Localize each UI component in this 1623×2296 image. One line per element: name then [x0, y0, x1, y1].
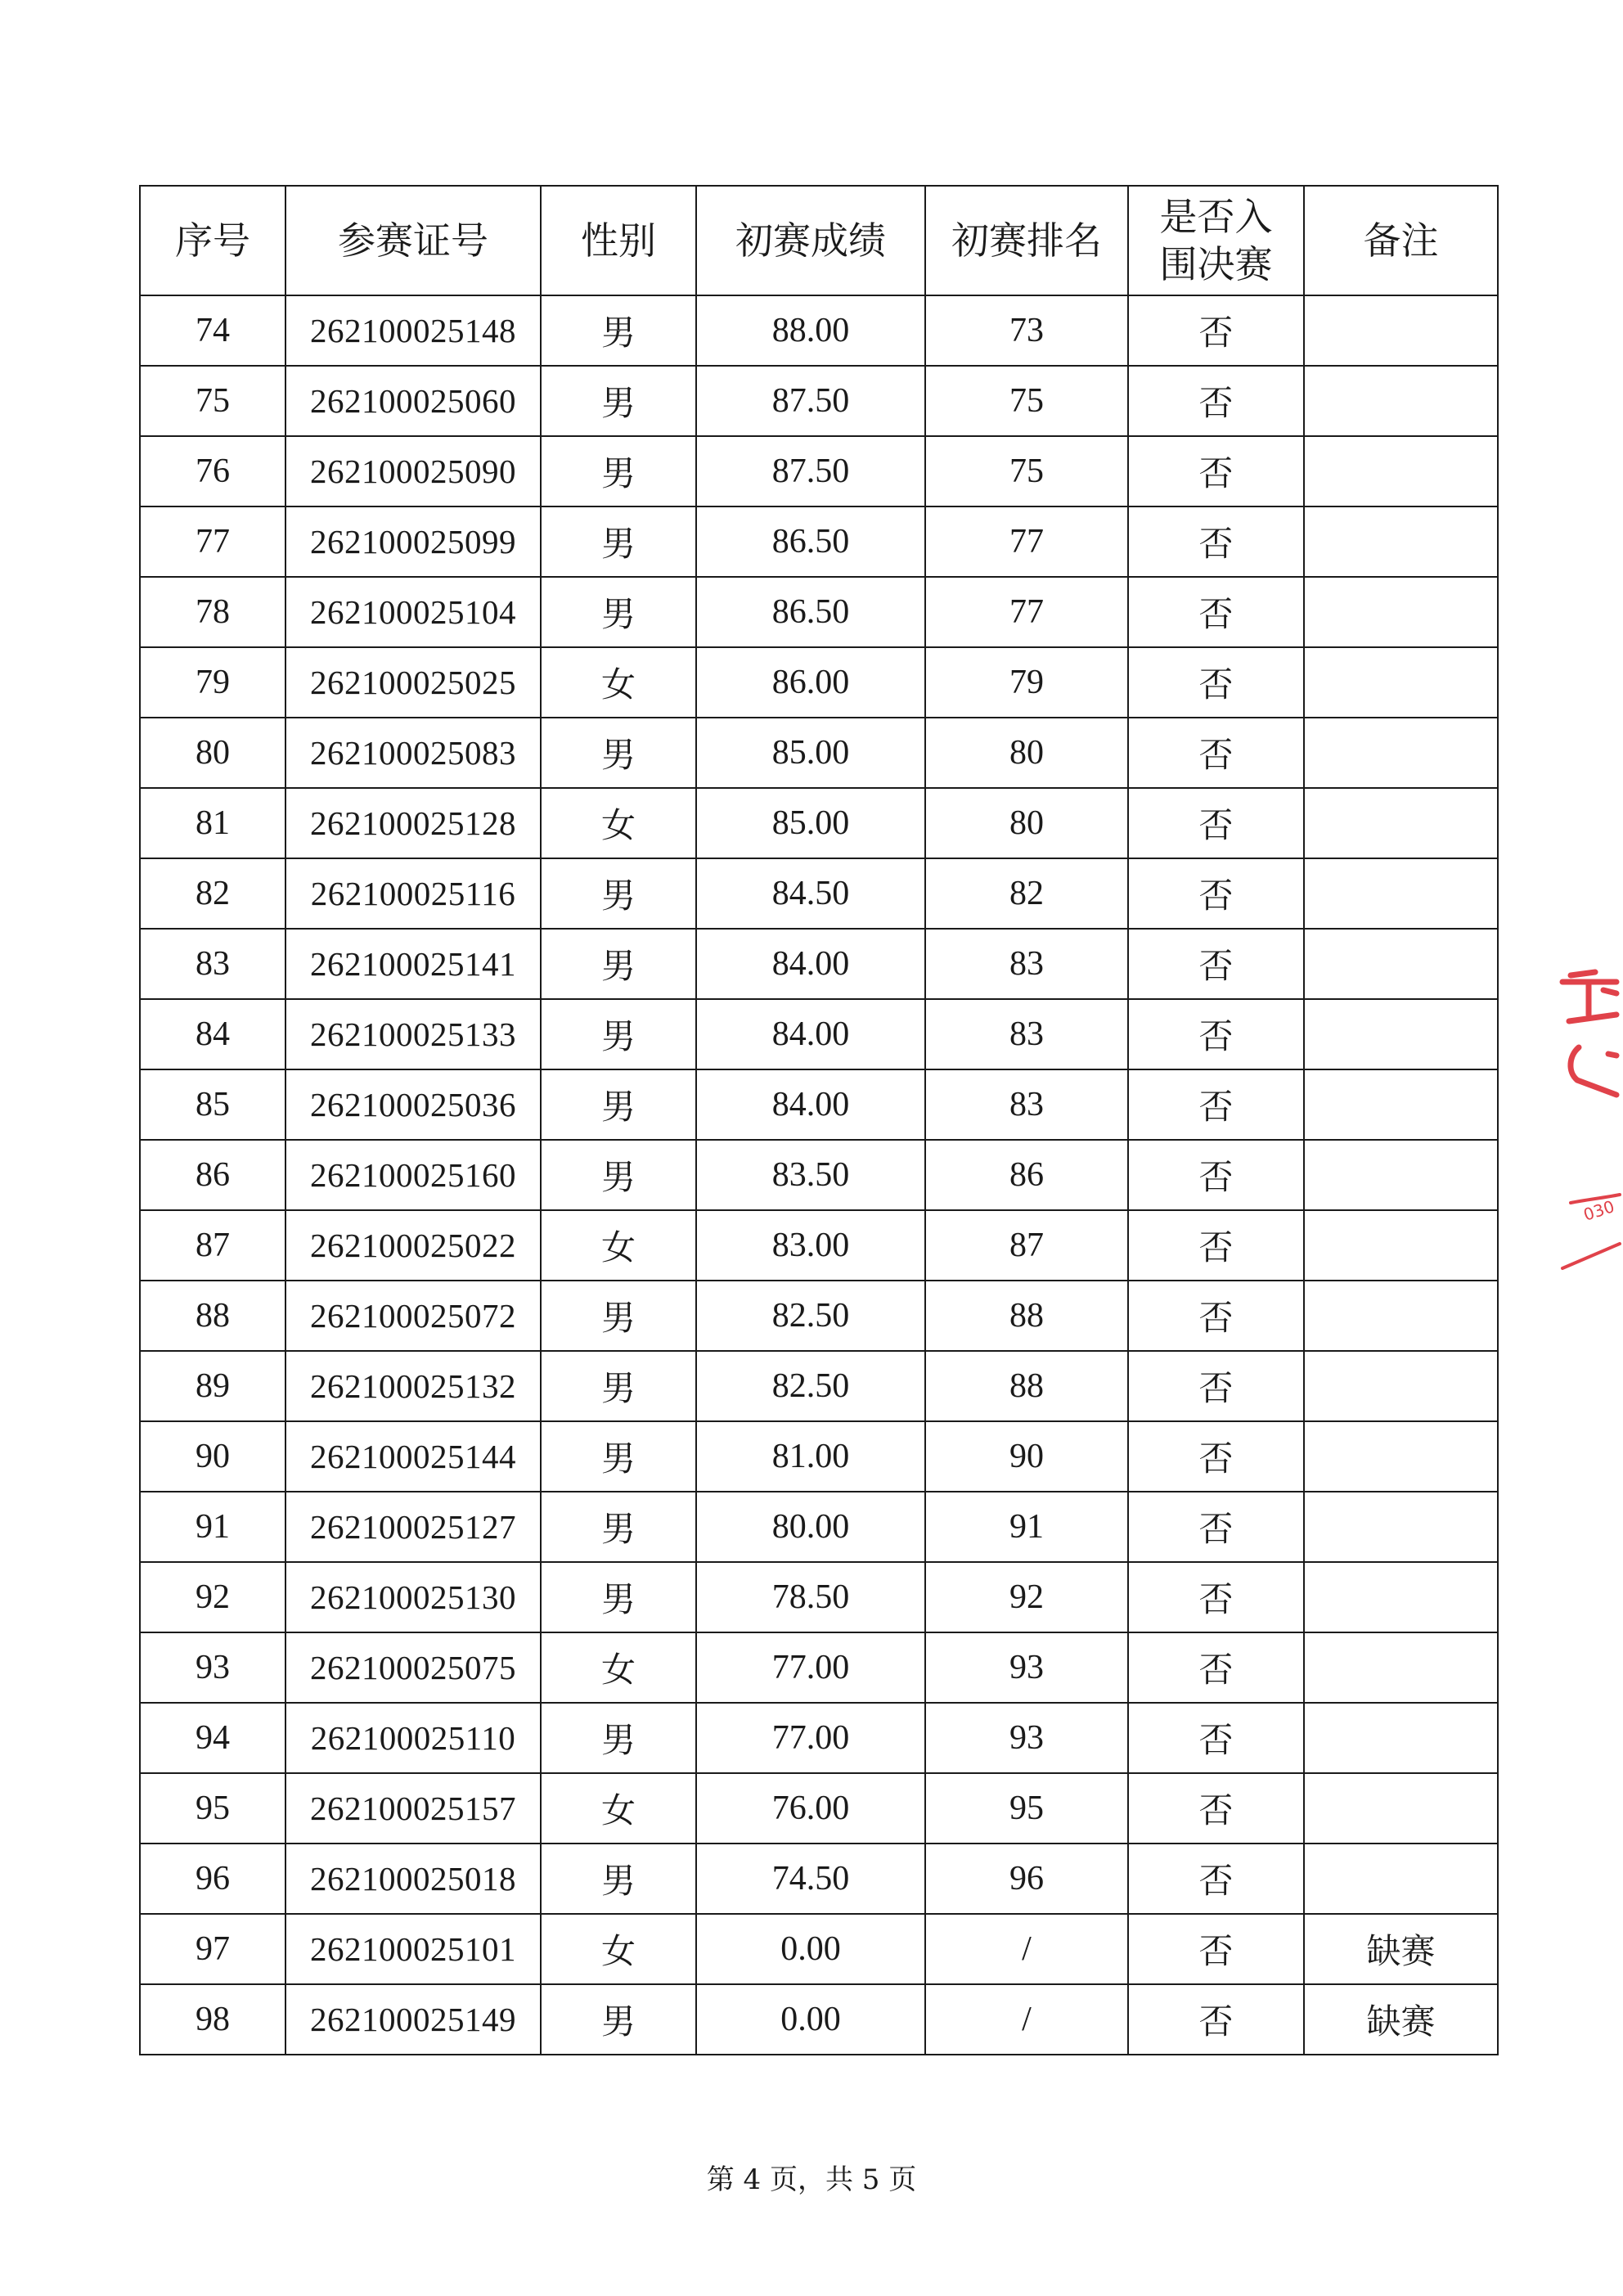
prelim-rank-cell: 80	[925, 718, 1128, 788]
prelim-score-cell: 77.00	[696, 1703, 925, 1773]
entry-number-cell: 262100025149	[285, 1984, 541, 2055]
entry-number-cell: 262100025157	[285, 1773, 541, 1844]
table-row	[140, 1069, 1498, 1140]
row-index-cell: 76	[140, 436, 285, 506]
prelim-rank-cell: 73	[925, 295, 1128, 366]
prelim-score-cell: 0.00	[696, 1914, 925, 1984]
remarks-cell	[1304, 1210, 1498, 1281]
finalist-status-cell: 否	[1128, 577, 1304, 647]
row-index-cell: 95	[140, 1773, 285, 1844]
row-index-cell: 78	[140, 577, 285, 647]
entry-number-cell: 262100025132	[285, 1351, 541, 1421]
entry-number-cell: 262100025110	[285, 1703, 541, 1773]
finalist-status-cell: 否	[1128, 1914, 1304, 1984]
prelim-rank-cell: 86	[925, 1140, 1128, 1210]
row-index-cell: 91	[140, 1492, 285, 1562]
prelim-score-cell: 86.00	[696, 647, 925, 718]
finalist-status-cell: 否	[1128, 1140, 1304, 1210]
table-row	[140, 1210, 1498, 1281]
remarks-cell	[1304, 647, 1498, 718]
gender-cell: 男	[541, 1281, 696, 1351]
prelim-score-cell: 85.00	[696, 788, 925, 858]
finalist-status-cell: 否	[1128, 1984, 1304, 2055]
prelim-rank-cell: 92	[925, 1562, 1128, 1632]
prelim-score-cell: 83.00	[696, 1210, 925, 1281]
remarks-cell	[1304, 1773, 1498, 1844]
remarks-cell: 缺赛	[1304, 1914, 1498, 1984]
prelim-score-cell: 84.00	[696, 1069, 925, 1140]
remarks-cell: 缺赛	[1304, 1984, 1498, 2055]
table-row	[140, 1703, 1498, 1773]
finalist-status-cell: 否	[1128, 1492, 1304, 1562]
finalist-status-cell: 否	[1128, 1773, 1304, 1844]
remarks-cell	[1304, 295, 1498, 366]
prelim-rank-cell: 79	[925, 647, 1128, 718]
row-index-cell: 88	[140, 1281, 285, 1351]
row-index-cell: 80	[140, 718, 285, 788]
prelim-rank-cell: 95	[925, 1773, 1128, 1844]
entry-number-cell: 262100025072	[285, 1281, 541, 1351]
gender-cell: 男	[541, 1140, 696, 1210]
finalist-status-cell: 否	[1128, 295, 1304, 366]
remarks-cell	[1304, 366, 1498, 436]
remarks-cell	[1304, 1844, 1498, 1914]
header-prelim-score: 初赛成绩	[696, 186, 925, 295]
prelim-score-cell: 82.50	[696, 1281, 925, 1351]
entry-number-cell: 262100025099	[285, 506, 541, 577]
prelim-rank-cell: /	[925, 1914, 1128, 1984]
header-index: 序号	[140, 186, 285, 295]
row-index-cell: 81	[140, 788, 285, 858]
finalist-status-cell: 否	[1128, 929, 1304, 999]
finalist-status-cell: 否	[1128, 506, 1304, 577]
prelim-score-cell: 80.00	[696, 1492, 925, 1562]
header-finalist: 是否入围决赛	[1128, 186, 1304, 295]
finalist-status-cell: 否	[1128, 647, 1304, 718]
gender-cell: 男	[541, 858, 696, 929]
entry-number-cell: 262100025128	[285, 788, 541, 858]
prelim-score-cell: 88.00	[696, 295, 925, 366]
table-body	[140, 295, 1498, 2055]
remarks-cell	[1304, 1281, 1498, 1351]
gender-cell: 男	[541, 1421, 696, 1492]
entry-number-cell: 262100025130	[285, 1562, 541, 1632]
table-row	[140, 1421, 1498, 1492]
finalist-status-cell: 否	[1128, 1632, 1304, 1703]
remarks-cell	[1304, 1632, 1498, 1703]
row-index-cell: 85	[140, 1069, 285, 1140]
entry-number-cell: 262100025127	[285, 1492, 541, 1562]
header-remarks: 备注	[1304, 186, 1498, 295]
row-index-cell: 74	[140, 295, 285, 366]
gender-cell: 男	[541, 577, 696, 647]
prelim-score-cell: 81.00	[696, 1421, 925, 1492]
prelim-rank-cell: 75	[925, 436, 1128, 506]
gender-cell: 男	[541, 506, 696, 577]
prelim-rank-cell: 75	[925, 366, 1128, 436]
table-row	[140, 577, 1498, 647]
prelim-rank-cell: 91	[925, 1492, 1128, 1562]
gender-cell: 男	[541, 1069, 696, 1140]
prelim-score-cell: 86.50	[696, 506, 925, 577]
results-table	[139, 185, 1499, 2055]
gender-cell: 男	[541, 295, 696, 366]
row-index-cell: 97	[140, 1914, 285, 1984]
header-gender: 性别	[541, 186, 696, 295]
remarks-cell	[1304, 436, 1498, 506]
prelim-rank-cell: 83	[925, 1069, 1128, 1140]
remarks-cell	[1304, 577, 1498, 647]
finalist-status-cell: 否	[1128, 1210, 1304, 1281]
prelim-rank-cell: 96	[925, 1844, 1128, 1914]
prelim-rank-cell: 88	[925, 1281, 1128, 1351]
remarks-cell	[1304, 1351, 1498, 1421]
gender-cell: 男	[541, 718, 696, 788]
entry-number-cell: 262100025025	[285, 647, 541, 718]
row-index-cell: 79	[140, 647, 285, 718]
remarks-cell	[1304, 1140, 1498, 1210]
table-header-row	[140, 186, 1498, 295]
gender-cell: 男	[541, 1562, 696, 1632]
gender-cell: 男	[541, 1351, 696, 1421]
table-row	[140, 1562, 1498, 1632]
gender-cell: 女	[541, 647, 696, 718]
prelim-score-cell: 84.00	[696, 929, 925, 999]
entry-number-cell: 262100025036	[285, 1069, 541, 1140]
prelim-rank-cell: 77	[925, 506, 1128, 577]
row-index-cell: 86	[140, 1140, 285, 1210]
finalist-status-cell: 否	[1128, 1562, 1304, 1632]
row-index-cell: 93	[140, 1632, 285, 1703]
row-index-cell: 96	[140, 1844, 285, 1914]
finalist-status-cell: 否	[1128, 436, 1304, 506]
prelim-score-cell: 86.50	[696, 577, 925, 647]
table-row	[140, 1844, 1498, 1914]
entry-number-cell: 262100025144	[285, 1421, 541, 1492]
table-row	[140, 788, 1498, 858]
prelim-rank-cell: 83	[925, 999, 1128, 1069]
prelim-rank-cell: 80	[925, 788, 1128, 858]
prelim-score-cell: 77.00	[696, 1632, 925, 1703]
prelim-rank-cell: 82	[925, 858, 1128, 929]
table-row	[140, 506, 1498, 577]
table-row	[140, 718, 1498, 788]
prelim-score-cell: 78.50	[696, 1562, 925, 1632]
prelim-rank-cell: 83	[925, 929, 1128, 999]
row-index-cell: 77	[140, 506, 285, 577]
finalist-status-cell: 否	[1128, 1069, 1304, 1140]
row-index-cell: 94	[140, 1703, 285, 1773]
prelim-score-cell: 84.50	[696, 858, 925, 929]
gender-cell: 男	[541, 999, 696, 1069]
table-row	[140, 1632, 1498, 1703]
entry-number-cell: 262100025116	[285, 858, 541, 929]
entry-number-cell: 262100025104	[285, 577, 541, 647]
svg-text:030: 030	[1580, 1196, 1617, 1225]
prelim-score-cell: 84.00	[696, 999, 925, 1069]
row-index-cell: 84	[140, 999, 285, 1069]
remarks-cell	[1304, 788, 1498, 858]
prelim-score-cell: 82.50	[696, 1351, 925, 1421]
entry-number-cell: 262100025160	[285, 1140, 541, 1210]
finalist-status-cell: 否	[1128, 1844, 1304, 1914]
prelim-rank-cell: 77	[925, 577, 1128, 647]
table-row	[140, 295, 1498, 366]
gender-cell: 女	[541, 1773, 696, 1844]
page-footer: 第 4 页，共 5 页	[706, 2163, 917, 2196]
table-row	[140, 999, 1498, 1069]
gender-cell: 男	[541, 929, 696, 999]
gender-cell: 男	[541, 366, 696, 436]
finalist-status-cell: 否	[1128, 1703, 1304, 1773]
remarks-cell	[1304, 1703, 1498, 1773]
prelim-score-cell: 87.50	[696, 366, 925, 436]
prelim-rank-cell: /	[925, 1984, 1128, 2055]
remarks-cell	[1304, 506, 1498, 577]
prelim-score-cell: 0.00	[696, 1984, 925, 2055]
prelim-rank-cell: 87	[925, 1210, 1128, 1281]
prelim-rank-cell: 93	[925, 1632, 1128, 1703]
table-row	[140, 1773, 1498, 1844]
table-row	[140, 1351, 1498, 1421]
finalist-status-cell: 否	[1128, 858, 1304, 929]
table-row	[140, 1914, 1498, 1984]
finalist-status-cell: 否	[1128, 1421, 1304, 1492]
row-index-cell: 82	[140, 858, 285, 929]
remarks-cell	[1304, 929, 1498, 999]
entry-number-cell: 262100025148	[285, 295, 541, 366]
row-index-cell: 98	[140, 1984, 285, 2055]
finalist-status-cell: 否	[1128, 718, 1304, 788]
prelim-score-cell: 74.50	[696, 1844, 925, 1914]
entry-number-cell: 262100025060	[285, 366, 541, 436]
remarks-cell	[1304, 858, 1498, 929]
row-index-cell: 92	[140, 1562, 285, 1632]
row-index-cell: 90	[140, 1421, 285, 1492]
row-index-cell: 89	[140, 1351, 285, 1421]
gender-cell: 女	[541, 1210, 696, 1281]
red-seal-stamp-fragment	[1538, 957, 1623, 1301]
table-row	[140, 1492, 1498, 1562]
table-row	[140, 647, 1498, 718]
gender-cell: 男	[541, 1703, 696, 1773]
finalist-status-cell: 否	[1128, 1351, 1304, 1421]
finalist-status-cell: 否	[1128, 999, 1304, 1069]
gender-cell: 男	[541, 1844, 696, 1914]
finalist-status-cell: 否	[1128, 1281, 1304, 1351]
finalist-status-cell: 否	[1128, 366, 1304, 436]
table-row	[140, 858, 1498, 929]
prelim-rank-cell: 93	[925, 1703, 1128, 1773]
header-entry-number: 参赛证号	[285, 186, 541, 295]
table-row	[140, 1281, 1498, 1351]
table-row	[140, 1140, 1498, 1210]
remarks-cell	[1304, 718, 1498, 788]
prelim-score-cell: 87.50	[696, 436, 925, 506]
entry-number-cell: 262100025018	[285, 1844, 541, 1914]
remarks-cell	[1304, 1069, 1498, 1140]
remarks-cell	[1304, 999, 1498, 1069]
header-prelim-rank: 初赛排名	[925, 186, 1128, 295]
entry-number-cell: 262100025141	[285, 929, 541, 999]
remarks-cell	[1304, 1492, 1498, 1562]
prelim-rank-cell: 90	[925, 1421, 1128, 1492]
entry-number-cell: 262100025075	[285, 1632, 541, 1703]
gender-cell: 男	[541, 1492, 696, 1562]
gender-cell: 男	[541, 1984, 696, 2055]
table-row	[140, 436, 1498, 506]
finalist-status-cell: 否	[1128, 788, 1304, 858]
gender-cell: 女	[541, 1632, 696, 1703]
table-row	[140, 366, 1498, 436]
remarks-cell	[1304, 1562, 1498, 1632]
entry-number-cell: 262100025101	[285, 1914, 541, 1984]
entry-number-cell: 262100025090	[285, 436, 541, 506]
prelim-score-cell: 83.50	[696, 1140, 925, 1210]
table-row	[140, 1984, 1498, 2055]
gender-cell: 男	[541, 436, 696, 506]
entry-number-cell: 262100025133	[285, 999, 541, 1069]
gender-cell: 女	[541, 788, 696, 858]
prelim-rank-cell: 88	[925, 1351, 1128, 1421]
entry-number-cell: 262100025083	[285, 718, 541, 788]
entry-number-cell: 262100025022	[285, 1210, 541, 1281]
remarks-cell	[1304, 1421, 1498, 1492]
row-index-cell: 75	[140, 366, 285, 436]
prelim-score-cell: 85.00	[696, 718, 925, 788]
row-index-cell: 83	[140, 929, 285, 999]
table-row	[140, 929, 1498, 999]
prelim-score-cell: 76.00	[696, 1773, 925, 1844]
row-index-cell: 87	[140, 1210, 285, 1281]
gender-cell: 女	[541, 1914, 696, 1984]
